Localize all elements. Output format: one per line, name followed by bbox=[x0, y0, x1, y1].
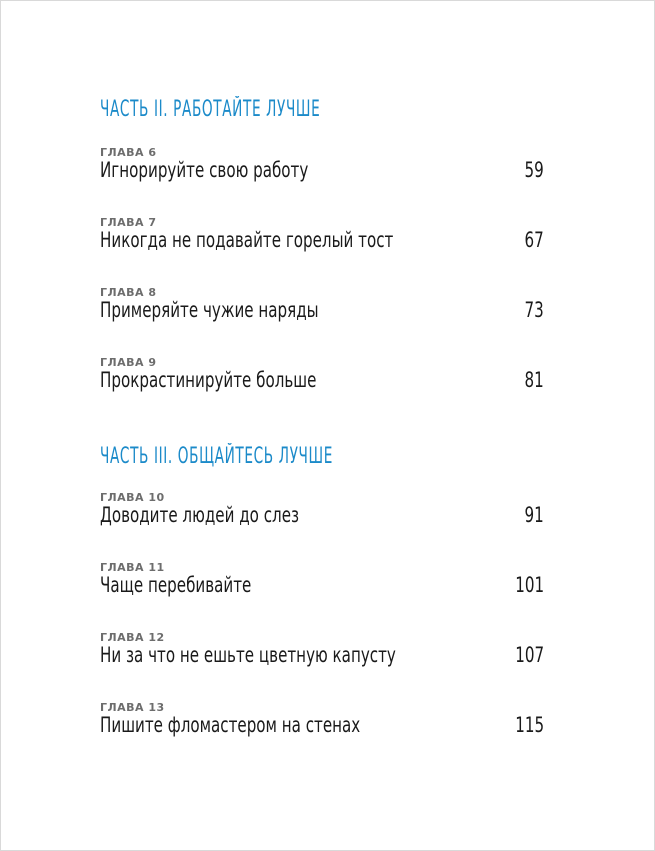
chapter-label: ГЛАВА 9 bbox=[100, 356, 157, 369]
chapter-title: Чаще перебивайте bbox=[100, 573, 252, 597]
part-title: ЧАСТЬ III. ОБЩАЙТЕСЬ ЛУЧШЕ bbox=[100, 444, 333, 469]
toc-entry[interactable] bbox=[100, 631, 544, 681]
chapter-label: ГЛАВА 10 bbox=[100, 491, 165, 504]
chapter-label: ГЛАВА 7 bbox=[100, 216, 157, 229]
toc-entry[interactable] bbox=[100, 491, 544, 541]
toc-entry[interactable] bbox=[100, 561, 544, 611]
chapter-title: Примеряйте чужие наряды bbox=[100, 298, 319, 322]
chapter-title: Никогда не подавайте горелый тост bbox=[100, 228, 394, 252]
page-number: 91 bbox=[524, 503, 544, 527]
chapter-title: Ни за что не ешьте цветную капусту bbox=[100, 643, 396, 667]
chapter-title: Прокрастинируйте больше bbox=[100, 368, 317, 392]
page-number: 67 bbox=[524, 228, 544, 252]
toc-entry[interactable] bbox=[100, 216, 544, 266]
page-number: 59 bbox=[524, 158, 544, 182]
chapter-label: ГЛАВА 12 bbox=[100, 631, 165, 644]
page-number: 115 bbox=[515, 713, 544, 737]
chapter-title: Игнорируйте свою работу bbox=[100, 158, 309, 182]
toc-entry[interactable] bbox=[100, 146, 544, 196]
toc-entry[interactable] bbox=[100, 356, 544, 406]
chapter-title: Пишите фломастером на стенах bbox=[100, 713, 361, 737]
page-number: 107 bbox=[515, 643, 544, 667]
chapter-title: Доводите людей до слез bbox=[100, 503, 300, 527]
chapter-label: ГЛАВА 8 bbox=[100, 286, 157, 299]
page-number: 73 bbox=[524, 298, 544, 322]
chapter-label: ГЛАВА 6 bbox=[100, 146, 157, 159]
toc-entry[interactable] bbox=[100, 701, 544, 751]
page-number: 81 bbox=[524, 368, 544, 392]
chapter-label: ГЛАВА 13 bbox=[100, 701, 165, 714]
toc-entry[interactable] bbox=[100, 286, 544, 336]
chapter-label: ГЛАВА 11 bbox=[100, 561, 165, 574]
page-number: 101 bbox=[515, 573, 544, 597]
part-title: ЧАСТЬ II. РАБОТАЙТЕ ЛУЧШЕ bbox=[100, 97, 321, 122]
